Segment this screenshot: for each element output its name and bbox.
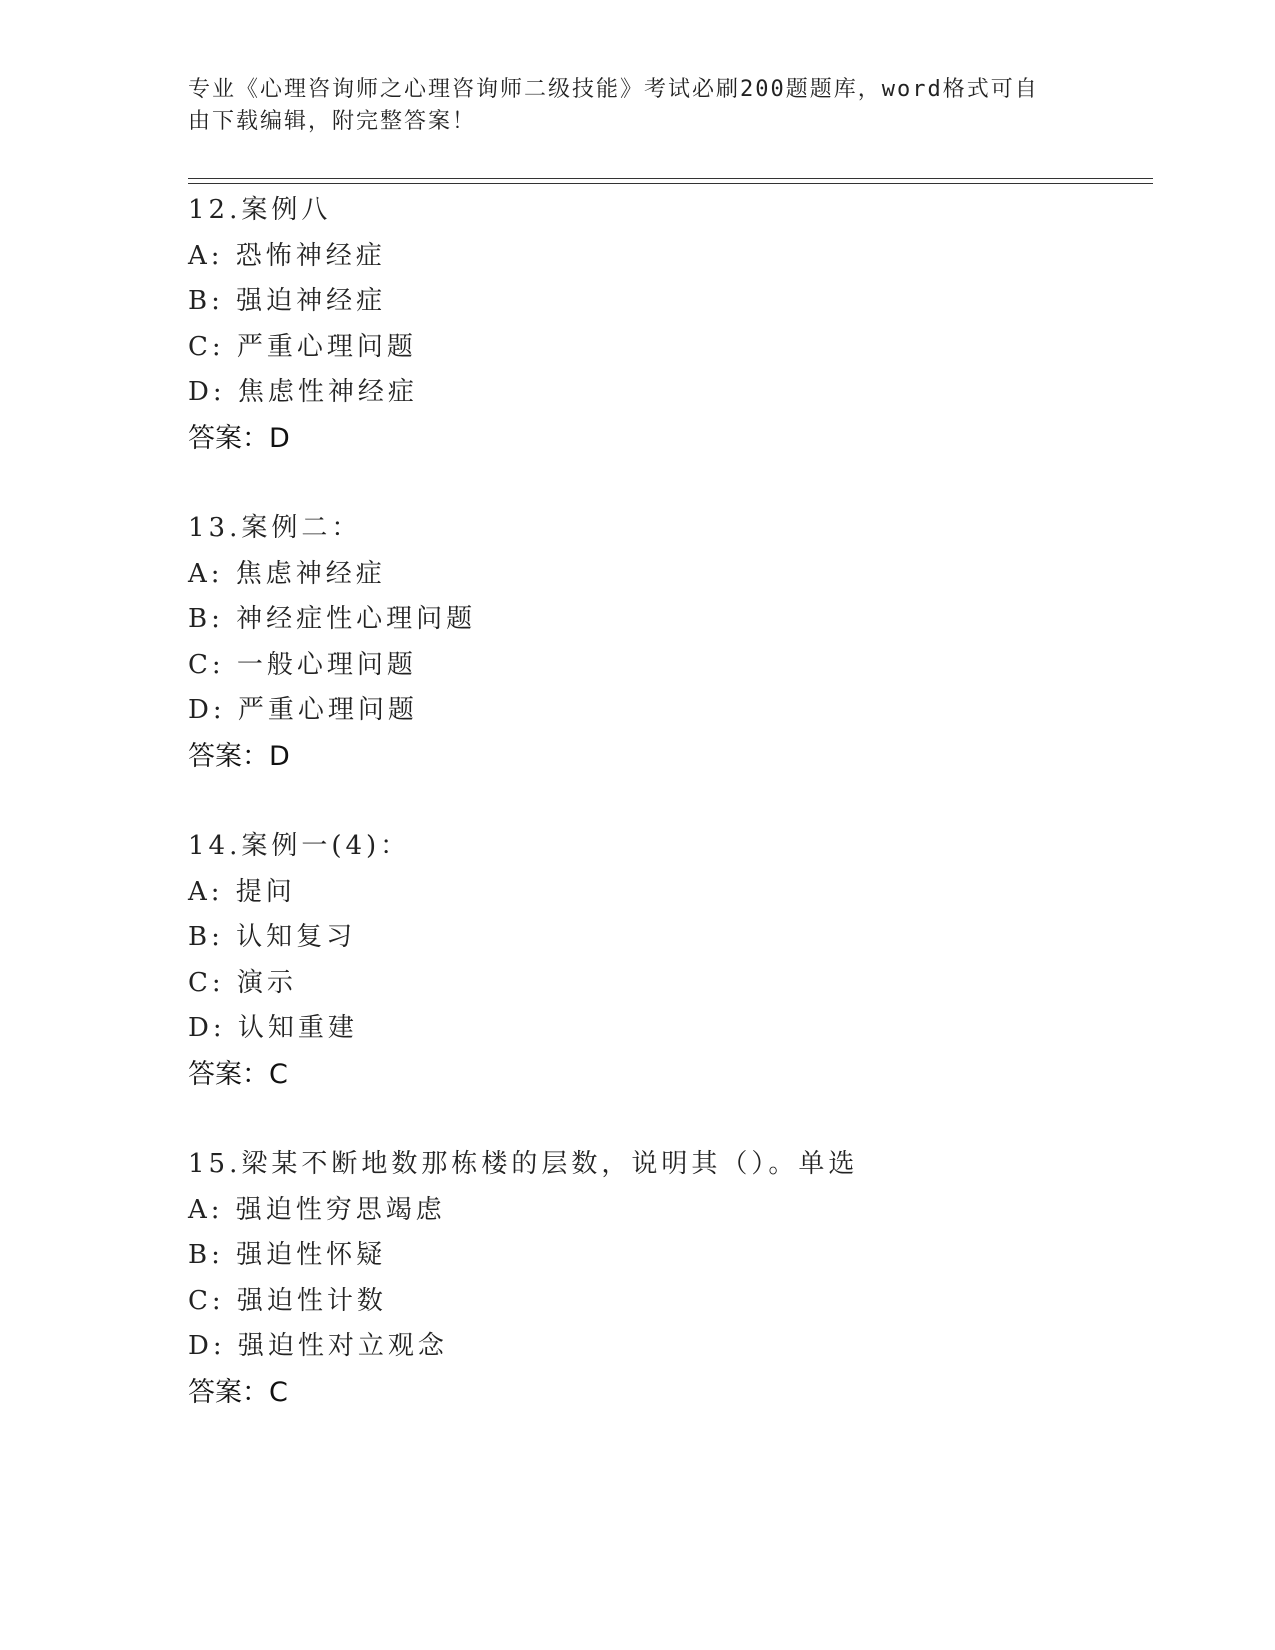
option-b: B: 强迫性怀疑 [188, 1240, 387, 1270]
option-d: D: 认知重建 [188, 1013, 358, 1043]
question-stem: 15.梁某不断地数那栋楼的层数，说明其（）。单选 [188, 1149, 859, 1179]
option-d: D: 焦虑性神经症 [188, 377, 418, 407]
question-13 [188, 506, 1148, 779]
option-a: A: 焦虑神经症 [188, 558, 386, 589]
answer-label: 答案：D [188, 422, 290, 454]
header-divider-bottom [188, 183, 1153, 184]
option-c: C: 一般心理问题 [188, 649, 417, 680]
header-line-2: 由下载编辑，附完整答案！ [188, 109, 477, 134]
option-a: A: 恐怖神经症 [188, 240, 386, 271]
option-d: D: 严重心理问题 [188, 695, 418, 725]
option-b: B: 神经症性心理问题 [188, 604, 477, 634]
question-stem: 14.案例一(4)： [188, 831, 411, 861]
answer-label: 答案：C [188, 1058, 288, 1090]
question-14 [188, 824, 1148, 1097]
question-12 [188, 188, 1148, 461]
question-stem: 13.案例二： [188, 513, 362, 543]
option-c: C: 严重心理问题 [188, 331, 417, 362]
option-a: A: 强迫性穷思竭虑 [188, 1194, 446, 1225]
question-stem: 12.案例八 [188, 195, 332, 225]
answer-label: 答案：C [188, 1376, 288, 1408]
header-divider-top [188, 178, 1153, 179]
option-b: B: 认知复习 [188, 922, 357, 952]
answer-label: 答案：D [188, 740, 290, 772]
question-list [188, 188, 1148, 1460]
option-a: A: 提问 [188, 876, 296, 907]
option-b: B: 强迫神经症 [188, 286, 387, 316]
question-15 [188, 1142, 1148, 1415]
option-c: C: 演示 [188, 967, 297, 998]
header-line-1: 专业《心理咨询师之心理咨询师二级技能》考试必刷200题题库，word格式可自 [188, 77, 1039, 102]
option-d: D: 强迫性对立观念 [188, 1331, 448, 1361]
option-c: C: 强迫性计数 [188, 1285, 387, 1316]
document-header [188, 74, 1068, 138]
